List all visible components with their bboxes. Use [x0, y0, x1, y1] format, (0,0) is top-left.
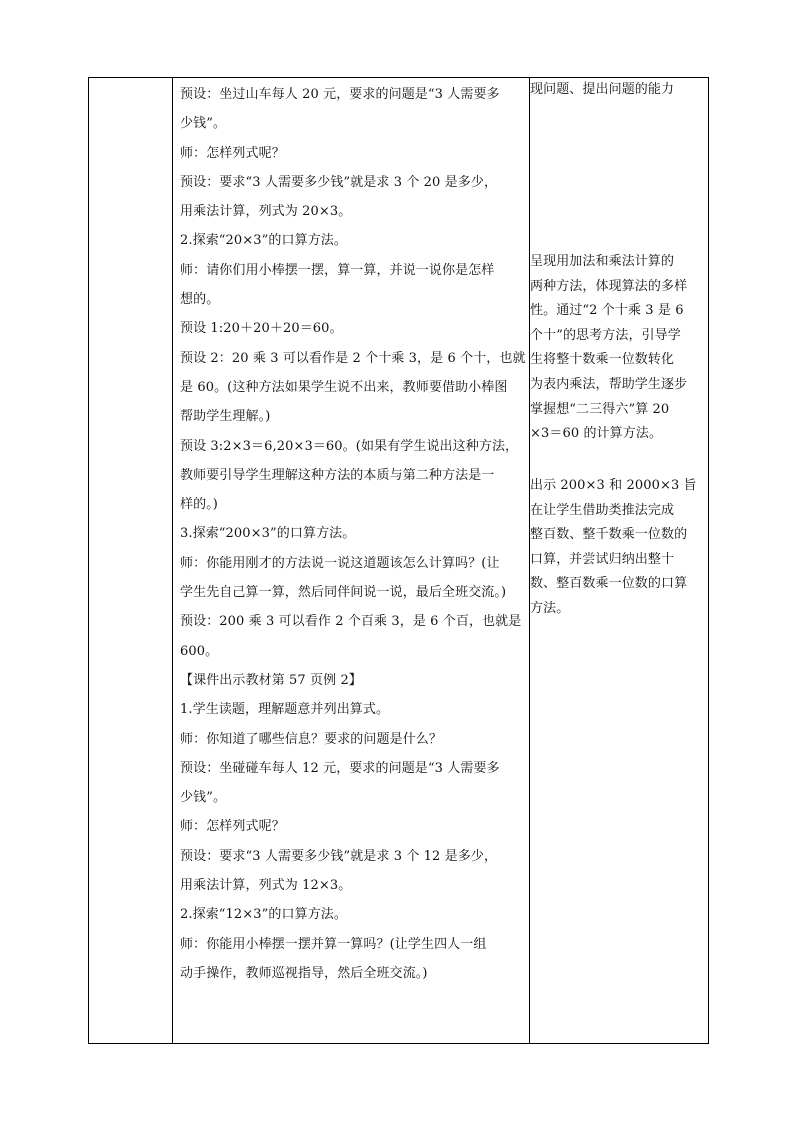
process-line: 样的。): [180, 497, 218, 513]
process-line: 师：怎样列式呢？: [180, 145, 285, 161]
process-line: 动手操作，教师巡视指导，然后全班交流。): [180, 965, 428, 981]
process-line: 少钱”。: [180, 116, 227, 132]
process-line: 2.探索“20×3”的口算方法。: [180, 233, 348, 249]
intent-line: ×3＝60 的计算方法。: [530, 426, 663, 442]
process-line: 预设：坐过山车每人 20 元，要求的问题是“3 人需要多: [180, 87, 500, 102]
process-line: 帮助学生理解。): [180, 409, 271, 425]
process-line: 想的。: [180, 292, 220, 308]
intent-line: 掌握想“二三得六”算 20: [530, 401, 670, 417]
process-line: 预设：要求“3 人需要多少钱”就是求 3 个 12 是多少，: [180, 848, 498, 864]
teaching-process-text: [173, 78, 529, 988]
process-line: 师：怎样列式呢？: [180, 819, 285, 835]
table-row: [89, 78, 709, 1044]
process-line: 3.探索“200×3”的口算方法。: [180, 526, 356, 542]
process-line: 1.学生读题，理解题意并列出算式。: [180, 702, 390, 718]
lesson-plan-table: [88, 77, 709, 1044]
process-line: 师：请你们用小棒摆一摆，算一算，并说一说你是怎样: [180, 262, 495, 278]
process-line: 预设 3:2×3＝6,20×3＝60。(如果有学生说出这种方法，: [180, 438, 519, 454]
process-line: 教师要引导学生理解这种方法的本质与第二种方法是一: [180, 467, 495, 483]
intent-line: 整百数、整千数乘一位数的: [530, 527, 688, 543]
intent-line: 现问题、提出问题的能力: [530, 82, 675, 97]
intent-line: 两种方法，体现算法的多样: [530, 278, 688, 294]
intent-line: 口算，并尝试归纳出整十: [530, 551, 675, 567]
intent-line: 性。通过“2 个十乘 3 是 6: [530, 303, 684, 319]
intent-line: 呈现用加法和乘法计算的: [530, 254, 675, 269]
design-intent-text: [530, 78, 708, 1040]
process-line: 学生先自己算一算，然后同伴间说一说，最后全班交流。): [180, 585, 507, 601]
process-line: 预设：坐碰碰车每人 12 元，要求的问题是“3 人需要多: [180, 760, 500, 776]
process-line: 用乘法计算，列式为 12×3。: [180, 878, 352, 894]
design-intent-block-2: [530, 250, 687, 447]
teaching-process-cell: [173, 78, 530, 1044]
design-intent-cell: [530, 78, 709, 1044]
process-line: 少钱”。: [180, 790, 227, 806]
process-line: 师：你能用刚才的方法说一说这道题该怎么计算吗？(让: [180, 555, 500, 571]
process-line: 600。: [180, 643, 219, 659]
process-line: 预设：要求“3 人需要多少钱”就是求 3 个 20 是多少，: [180, 174, 498, 190]
intent-line: 出示 200×3 和 2000×3 旨: [530, 478, 697, 493]
intent-line: 方法。: [530, 600, 570, 616]
process-line: 是 60。(这种方法如果学生说不出来，教师要借助小棒图: [180, 379, 508, 395]
process-line: 用乘法计算，列式为 20×3。: [180, 204, 352, 220]
design-intent-block-1: [530, 78, 674, 102]
left-column-cell: [89, 78, 173, 1044]
process-line: 【课件出示教材第 57 页例 2】: [180, 672, 362, 688]
intent-line: 在让学生借助类推法完成: [530, 502, 675, 518]
process-line: 预设 2：20 乘 3 可以看作是 2 个十乘 3，是 6 个十，也就: [180, 350, 526, 366]
intent-line: 数、整百数乘一位数的口算: [530, 576, 688, 592]
process-line: 师：你知道了哪些信息？要求的问题是什么？: [180, 731, 443, 747]
process-line: 2.探索“12×3”的口算方法。: [180, 907, 348, 923]
design-intent-block-3: [530, 474, 697, 622]
intent-line: 生将整十数乘一位数转化: [530, 352, 675, 368]
process-line: 预设：200 乘 3 可以看作 2 个百乘 3，是 6 个百，也就是: [180, 614, 522, 630]
intent-line: 个十”的思考方法，引导学: [530, 327, 681, 343]
intent-line: 为表内乘法，帮助学生逐步: [530, 376, 688, 392]
process-line: 预设 1:20＋20＋20＝60。: [180, 321, 343, 337]
process-line: 师：你能用小棒摆一摆并算一算吗？(让学生四人一组: [180, 936, 487, 952]
